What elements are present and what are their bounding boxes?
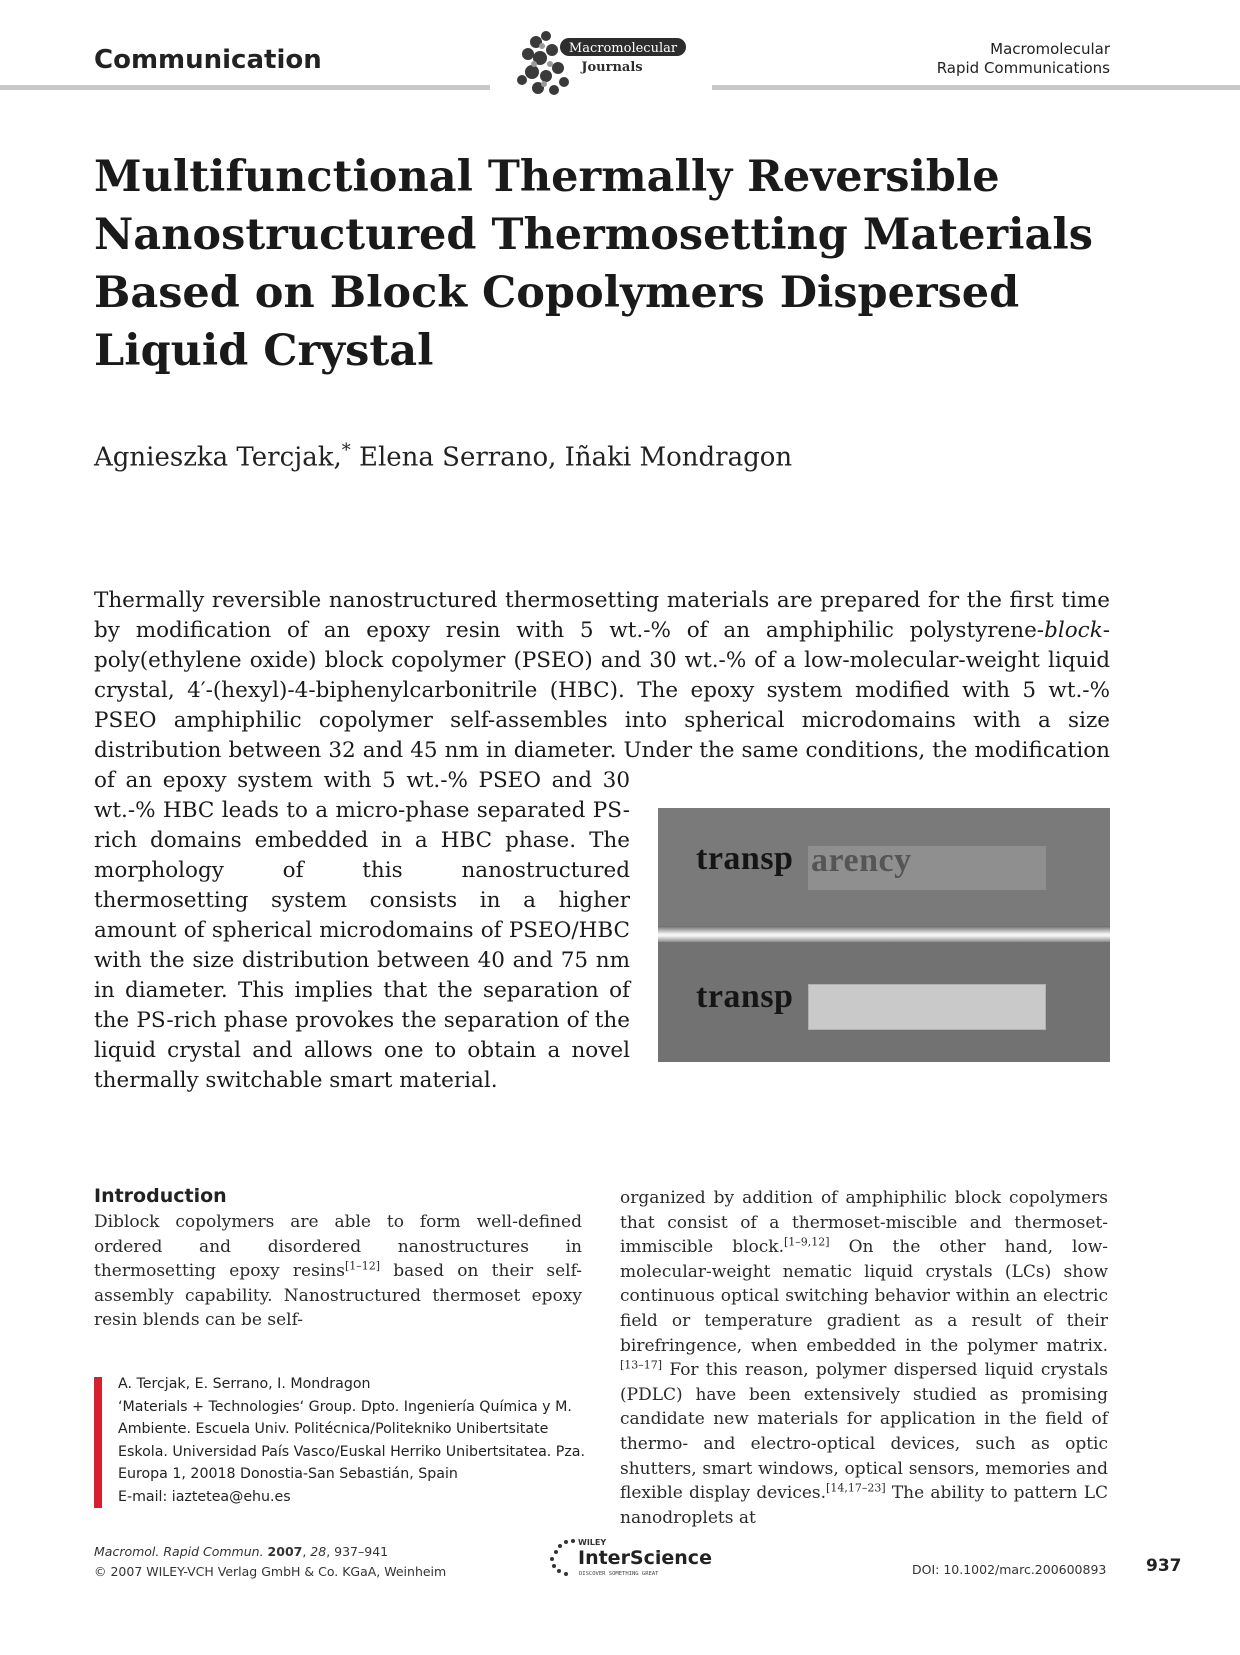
affiliation-box <box>118 1373 598 1509</box>
abstract-italic: block <box>1044 618 1103 643</box>
intro-left-text-2: based on their self-assembly capability. Nanostructured thermoset epoxy resin blends can be self- <box>94 1261 582 1331</box>
author-first: Agnieszka Tercjak, <box>94 442 342 473</box>
intro-left-text-1: Diblock copolymers are able to form well-defined ordered and disordered nanostructures in thermosetting epoxy resins <box>94 1212 582 1282</box>
footer-copyright: © 2007 WILEY-VCH Verlag GmbH & Co. KGaA, Weinheim <box>94 1564 447 1579</box>
abstract-text-2: -poly(ethylene oxide) block copolymer (PSEO) and 30 wt.-% of a low-molecular-weight liquid crystal, 4′-(hexyl)-4-biphenylcarbonitrile (HBC). The epoxy system modified with 5 wt.-% PSEO amphiphilic copolymer self-assembles into spherical microdomains with a size distribution between 32 and 45 nm in diameter. Under the same conditions, the modification of an epoxy <box>94 618 1110 793</box>
section-label: Communication <box>94 45 322 75</box>
citation-ref[interactable]: [1–12] <box>344 1259 381 1273</box>
footer-journal: Macromol. Rapid Commun. <box>94 1544 264 1559</box>
footer-volume: 28 <box>310 1544 327 1559</box>
intro-paragraph-right <box>620 1186 1108 1530</box>
affiliation-address: Europa 1, 20018 Donostia-San Sebastián, Spain <box>118 1466 458 1483</box>
figure-word-faded: arency <box>811 842 912 879</box>
abstract <box>94 586 1110 1096</box>
intro-right-text-4: The ability to pattern LC nanodroplets at <box>620 1483 1108 1528</box>
transparent-film <box>808 842 1046 890</box>
footer-year: 2007 <box>267 1544 303 1559</box>
header-rule-right <box>712 85 1240 90</box>
body-column-right <box>620 1186 1108 1530</box>
citation-ref[interactable]: [14,17–23] <box>826 1481 886 1495</box>
logo-tagline: DISCOVER SOMETHING GREAT <box>579 1571 659 1577</box>
affiliation-line: Eskola. Universidad País Vasco/Euskal Herriko Unibertsitatea. Pza. <box>118 1443 585 1460</box>
affiliation-line: ‘Materials + Technologies‘ Group. Dpto. Ingeniería Química y M. <box>118 1398 572 1415</box>
citation-ref[interactable]: [1–9,12] <box>784 1235 830 1249</box>
intro-paragraph-left <box>94 1210 582 1333</box>
intro-right-text-3: For this reason, polymer dispersed liquid crystals (PDLC) have been extensively studied as promising candidate new materials for application in the field of thermo- and electro-optical devices, such as optic shutters, smart windows, optical sensors, memories and flexible display devices. <box>620 1360 1108 1504</box>
journal-name-line-1: Macromolecular <box>990 40 1110 58</box>
wiley-interscience-logo <box>540 1530 730 1580</box>
journal-name <box>937 40 1110 78</box>
abstract-text-3: system with 5 wt.-% PSEO and 30 wt.-% HBC leads to a micro-phase separated PS-rich domains embedded in a HBC phase. The morphology of this nanostructured thermosetting system consists in a higher amount of spherical microdomains of PSEO/HBC with the size distribution between 40 and 75 nm in diameter. This implies that the separation of the PS-rich phase provokes the separation of the liquid crystal and allows one to obtain a novel thermally switchable smart material. <box>94 768 630 1093</box>
graphical-abstract-figure <box>658 808 1110 1062</box>
figure-word-bottom: transp <box>696 978 794 1015</box>
logo-text-2: Journals <box>581 60 643 75</box>
abstract-text-1: Thermally reversible nanostructured thermosetting materials are prepared for the first time by modification of an epoxy resin with 5 wt.-% of an amphiphilic polystyrene- <box>94 588 1110 643</box>
body-column-left <box>94 1210 582 1333</box>
figure-panel-opaque <box>658 942 1110 1062</box>
footer-pages: , 937–941 <box>326 1544 389 1559</box>
author-list <box>94 440 792 473</box>
logo-wiley: WILEY <box>578 1538 607 1547</box>
affiliation-email[interactable]: E-mail: iaztetea@ehu.es <box>118 1488 291 1505</box>
author-rest: Elena Serrano, Iñaki Mondragon <box>350 442 793 473</box>
citation-ref[interactable]: [13–17] <box>620 1358 663 1372</box>
footer-citation: Macromol. Rapid Commun. 2007, 28, 937–941 © 2007 WILEY-VCH Verlag GmbH & Co. KGaA, Weinheim <box>94 1542 446 1582</box>
corresponding-author-mark: * <box>341 440 351 461</box>
figure-word-top: transp <box>696 840 794 877</box>
article-title: Multifunctional Thermally Reversible Nanostructured Thermosetting Materials Based on Block Copolymers Dispersed Liquid Crystal <box>94 152 1093 376</box>
intro-right-text-1: organized by addition of amphiphilic block copolymers that consist of a thermoset-miscible and thermoset-immiscible block. <box>620 1188 1108 1258</box>
macromolecular-journals-logo <box>508 24 698 104</box>
affiliation-accent-bar <box>94 1377 102 1508</box>
introduction-heading: Introduction <box>94 1185 227 1207</box>
page-number: 937 <box>1146 1556 1182 1576</box>
intro-right-text-2: On the other hand, low-molecular-weight nematic liquid crystals (LCs) show continuous optical switching behavior within an electric field or temperature gradient as a result of their birefringence, when embedded in the polymer matrix. <box>620 1237 1108 1356</box>
logo-text-1: Macromolecular <box>568 41 678 56</box>
figure-panel-transparent <box>658 808 1110 928</box>
journal-name-line-2: Rapid Communications <box>936 59 1110 77</box>
opaque-film <box>808 984 1046 1030</box>
logo-interscience: InterScience <box>578 1547 712 1569</box>
footer-doi[interactable]: DOI: 10.1002/marc.200600893 <box>912 1562 1107 1577</box>
affiliation-authors: A. Tercjak, E. Serrano, I. Mondragon <box>118 1376 371 1392</box>
affiliation-line: Ambiente. Escuela Univ. Politécnica/Politekniko Unibertsitate <box>118 1421 549 1438</box>
header-rule-left <box>0 85 490 90</box>
